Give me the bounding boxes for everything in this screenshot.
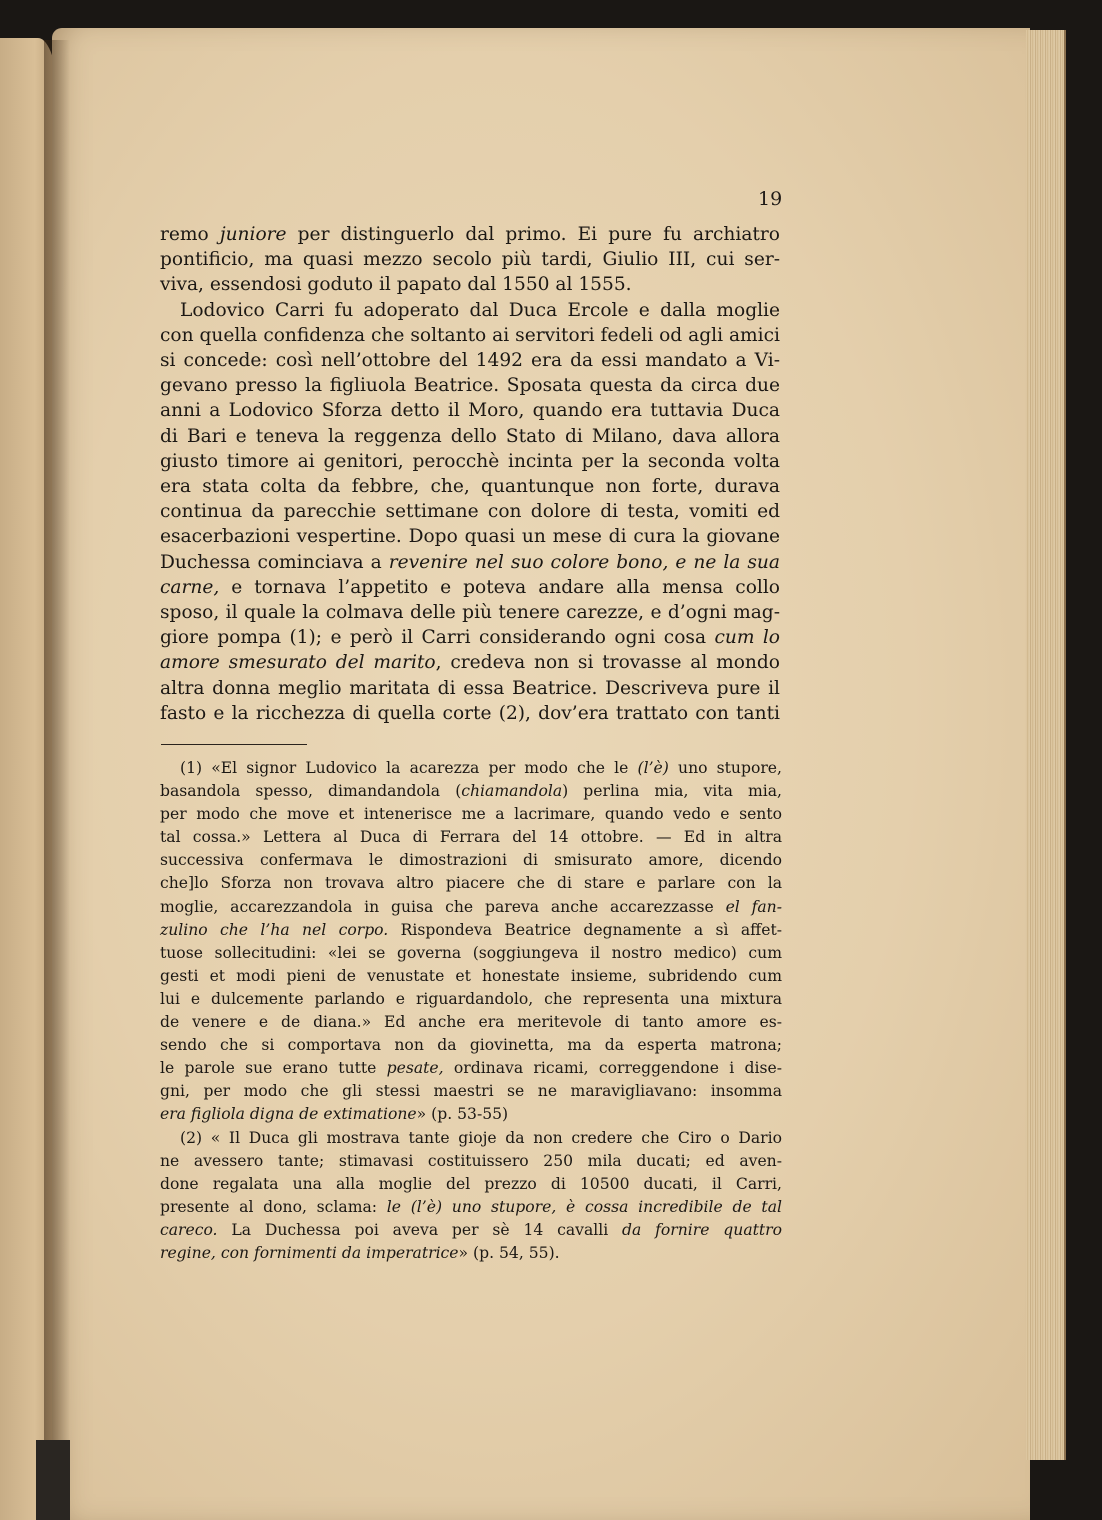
text-run: con quella confidenza che soltanto ai servitori fedeli od agli amici [160, 324, 780, 346]
text-run: ) perlina mia, vita mia, [562, 782, 782, 801]
text-run: pontificio, ma quasi mezzo secolo più tardi, Giulio III, cui ser- [160, 249, 780, 271]
text-run: le parole sue erano tutte [160, 1059, 387, 1078]
text-run: tal cossa.» Lettera al Duca di Ferrara del 14 ottobre. — Ed in altra [160, 828, 782, 847]
footnote-line [160, 896, 782, 919]
footnote-line [160, 757, 782, 780]
text-run: si concede: così nell’ottobre del 1492 era da essi mandato a Vi- [160, 350, 780, 372]
italic-text: juniore [219, 224, 287, 245]
text-run: ordinava ricami, correggendone i dise- [443, 1059, 782, 1078]
body-line [160, 600, 780, 625]
footnote-rule [161, 744, 307, 745]
body-line [160, 222, 780, 247]
text-run: » (p. 54, 55). [458, 1243, 560, 1262]
footnote-line [160, 1219, 782, 1242]
footnote-line [160, 1242, 782, 1265]
footnote-line [160, 1080, 782, 1103]
body-line [160, 323, 780, 348]
page-edges [1026, 30, 1066, 1460]
italic-text: zulino che l’ha nel corpo. [160, 920, 389, 939]
page-number: 19 [758, 188, 783, 210]
footnote-line [160, 1011, 782, 1034]
text-run: per modo che move et intenerisce me a lacrimare, quando vedo e sento [160, 805, 782, 824]
text-run: de venere e de diana.» Ed anche era meritevole di tanto amore es- [160, 1013, 782, 1032]
footnote-line [160, 780, 782, 803]
text-run: moglie, accarezzandola in guisa che pareva anche accarezzasse [160, 897, 726, 916]
text-run: (2) « Il Duca gli mostrava tante gioje da non credere che Ciro o Dario [180, 1128, 782, 1147]
italic-text: regine, con fornimenti da imperatrice [160, 1243, 459, 1262]
text-run: successiva confermava le dimostrazioni di smisurato amore, dicendo [160, 851, 782, 870]
text-run: (1) «El signor Ludovico la acarezza per modo che le [180, 759, 638, 777]
footnote-line [160, 942, 782, 965]
italic-text: el fan- [725, 897, 782, 916]
footnote-line [160, 988, 782, 1011]
text-run: gevano presso la figliuola Beatrice. Sposata questa da circa due [160, 375, 780, 397]
footnote-line [160, 1057, 782, 1080]
footnote-line [160, 1103, 782, 1126]
text-run: viva, essendosi goduto il papato dal 1550 al 1555. [160, 274, 632, 296]
italic-text: (l’è) [637, 759, 669, 777]
text-run: Rispondeva Beatrice degnamente a sì affet- [388, 920, 782, 939]
italic-text: le (l’è) uno stupore, è cossa incredibile de tal [386, 1197, 782, 1216]
text-run: » (p. 53-55) [416, 1105, 509, 1124]
text-run: basandola spesso, dimandandola ( [160, 782, 462, 801]
footnote-line [160, 1173, 782, 1196]
footnote-line [160, 803, 782, 826]
text-run: sendo che si comportava non da giovinetta, ma da esperta matrona; [160, 1036, 782, 1055]
text-run: done regalata una alla moglie del prezzo di 10500 ducati, il Carri, [160, 1174, 782, 1193]
body-line [160, 550, 780, 575]
text-run: , credeva non si trovasse al mondo [435, 652, 780, 674]
text-run: che]lo Sforza non trovava altro piacere che di stare e parlare con la [160, 874, 782, 893]
body-line [160, 247, 780, 272]
footnote-line [160, 919, 782, 942]
body-line [160, 575, 780, 600]
italic-text: chiamandola [461, 782, 563, 801]
footnotes [160, 757, 782, 1265]
text-run: Duchessa cominciava a [160, 551, 389, 573]
body-line [160, 398, 780, 423]
text-run: ne avessero tante; stimavasi costituissero 250 mila ducati; ed aven- [160, 1151, 782, 1170]
footnote-line [160, 1196, 782, 1219]
body-line [160, 373, 780, 398]
body-line [160, 424, 780, 449]
footnote-line [160, 1034, 782, 1057]
text-run: esacerbazioni vespertine. Dopo quasi un mese di cura la giovane [160, 526, 780, 548]
text-run: Lodovico Carri fu adoperato dal Duca Ercole e dalla moglie [180, 299, 780, 321]
footnote-line [160, 872, 782, 895]
text-run: giusto timore ai genitori, perocchè incinta per la seconda volta [160, 450, 780, 472]
body-line [160, 676, 780, 701]
footnote-line [160, 849, 782, 872]
body-line [160, 272, 780, 297]
text-run: gesti et modi pieni de venustate et honestate insieme, subridendo cum [160, 966, 782, 985]
text-run: per distinguerlo dal primo. Ei pure fu archiatro [286, 224, 780, 245]
italic-text: careco. [160, 1220, 218, 1239]
text-run: continua da parecchie settimane con dolore di testa, vomiti ed [160, 501, 780, 523]
text-run: remo [160, 224, 220, 245]
italic-text: da fornire quattro [622, 1220, 782, 1239]
text-run: sposo, il quale la colmava delle più tenere carezze, e d’ogni mag- [160, 602, 780, 624]
text-run: fasto e la ricchezza di quella corte (2), dov’era trattato con tanti [160, 702, 780, 724]
text-run: era stata colta da febbre, che, quantunque non forte, durava [160, 476, 780, 498]
text-run: e tornava l’appetito e poteva andare alla mensa collo [219, 576, 780, 598]
bookmark-ribbon [36, 1440, 70, 1520]
body-line [160, 474, 780, 499]
footnote-line [160, 1127, 782, 1150]
footnote-line [160, 1150, 782, 1173]
footnote-line [160, 965, 782, 988]
text-run: anni a Lodovico Sforza detto il Moro, quando era tuttavia Duca [160, 400, 780, 422]
text-run: tuose sollecitudini: «lei se governa (soggiungeva il nostro medico) cum [160, 943, 782, 962]
text-run: altra donna meglio maritata di essa Beatrice. Descriveva pure il [160, 677, 780, 699]
text-run: presente al dono, sclama: [160, 1197, 387, 1216]
body-line [160, 348, 780, 373]
italic-text: pesate, [386, 1059, 444, 1078]
italic-text: amore smesurato del marito [160, 652, 436, 674]
body-line [160, 625, 780, 650]
italic-text: carne, [160, 576, 220, 598]
footnote-line [160, 826, 782, 849]
body-line [160, 499, 780, 524]
body-line [160, 449, 780, 474]
text-run: La Duchessa poi aveva per sè 14 cavalli [217, 1220, 623, 1239]
text-run: di Bari e teneva la reggenza dello Stato di Milano, dava allora [160, 425, 780, 447]
text-run: lui e dulcemente parlando e riguardandolo, che representa una mixtura [160, 989, 782, 1008]
main-text [160, 222, 780, 726]
italic-text: cum lo [714, 627, 780, 649]
spine-shadow [44, 40, 70, 1520]
body-line [160, 650, 780, 675]
italic-text: era figliola digna de extimatione [160, 1105, 417, 1124]
body-line [160, 701, 780, 726]
italic-text: revenire nel suo colore bono, e ne la sua [388, 551, 780, 573]
text-run: uno stupore, [668, 759, 782, 777]
text-run: gni, per modo che gli stessi maestri se ne maravigliavano: insomma [160, 1082, 782, 1101]
body-line [160, 524, 780, 549]
text-run: giore pompa (1); e però il Carri considerando ogni cosa [160, 627, 715, 649]
body-line [160, 298, 780, 323]
